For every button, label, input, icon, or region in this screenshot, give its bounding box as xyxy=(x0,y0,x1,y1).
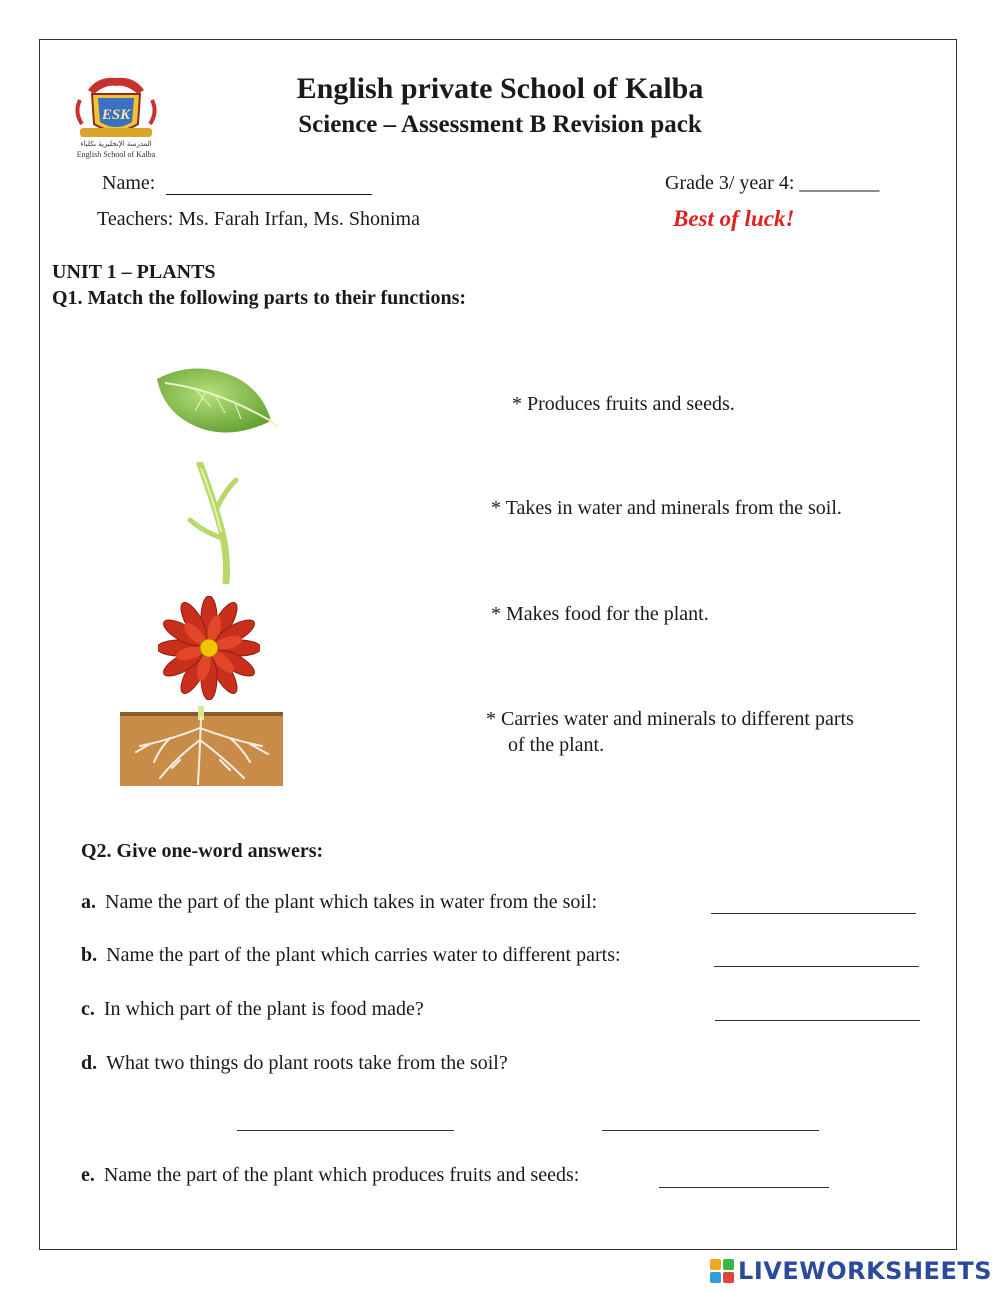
liveworksheets-text: LIVEWORKSHEETS xyxy=(738,1257,992,1285)
question-letter: e. xyxy=(81,1164,95,1186)
question-letter: c. xyxy=(81,998,95,1020)
question-text: Name the part of the plant which carries water to different parts: xyxy=(106,944,621,966)
flower-icon[interactable] xyxy=(158,596,260,700)
liveworksheets-logo[interactable] xyxy=(710,1257,992,1285)
name-blank[interactable] xyxy=(166,194,372,195)
question-d xyxy=(81,1052,508,1075)
page-subtitle: Science – Assessment B Revision pack xyxy=(298,111,702,138)
question-letter: b. xyxy=(81,944,98,966)
question-b xyxy=(81,944,621,967)
function-2: * Takes in water and minerals from the soil. xyxy=(491,497,842,519)
answer-a-blank[interactable] xyxy=(711,913,916,914)
question-e xyxy=(81,1164,579,1187)
function-4-cont: of the plant. xyxy=(508,734,605,756)
liveworksheets-icon xyxy=(710,1259,734,1283)
answer-d2-blank[interactable] xyxy=(602,1130,819,1131)
stem-icon[interactable] xyxy=(184,462,244,584)
function-3: * Makes food for the plant. xyxy=(491,603,709,625)
question-text: In which part of the plant is food made? xyxy=(103,998,424,1020)
answer-d1-blank[interactable] xyxy=(237,1130,454,1131)
best-of-luck: Best of luck! xyxy=(673,206,795,231)
question-letter: a. xyxy=(81,891,96,913)
answer-c-blank[interactable] xyxy=(715,1020,920,1021)
logo-arabic: المدرسة الإنجليزية بكلباء xyxy=(80,140,152,148)
unit-title: UNIT 1 – PLANTS xyxy=(52,261,216,283)
question-c xyxy=(81,998,424,1021)
leaf-icon[interactable] xyxy=(155,365,280,440)
teachers: Teachers: Ms. Farah Irfan, Ms. Shonima xyxy=(97,208,420,230)
question-a xyxy=(81,891,597,914)
q1-title: Q1. Match the following parts to their functions: xyxy=(52,287,467,309)
roots-icon[interactable] xyxy=(120,706,283,786)
answer-b-blank[interactable] xyxy=(714,966,919,967)
grade-label: Grade 3/ year 4: ________ xyxy=(665,172,880,194)
question-letter: d. xyxy=(81,1052,98,1074)
name-label: Name: xyxy=(102,172,156,194)
name-field xyxy=(102,172,372,195)
function-4: * Carries water and minerals to different parts xyxy=(486,708,854,730)
school-name: English private School of Kalba xyxy=(296,72,704,105)
question-text: Name the part of the plant which takes in water from the soil: xyxy=(105,891,598,913)
question-text: Name the part of the plant which produces fruits and seeds: xyxy=(103,1164,580,1186)
function-1: * Produces fruits and seeds. xyxy=(512,393,735,415)
logo-text: ESK xyxy=(101,107,131,123)
q2-title: Q2. Give one-word answers: xyxy=(81,840,324,862)
answer-e-blank[interactable] xyxy=(659,1187,829,1188)
logo-caption: English School of Kalba xyxy=(76,150,156,159)
question-text: What two things do plant roots take from the soil? xyxy=(106,1052,508,1074)
